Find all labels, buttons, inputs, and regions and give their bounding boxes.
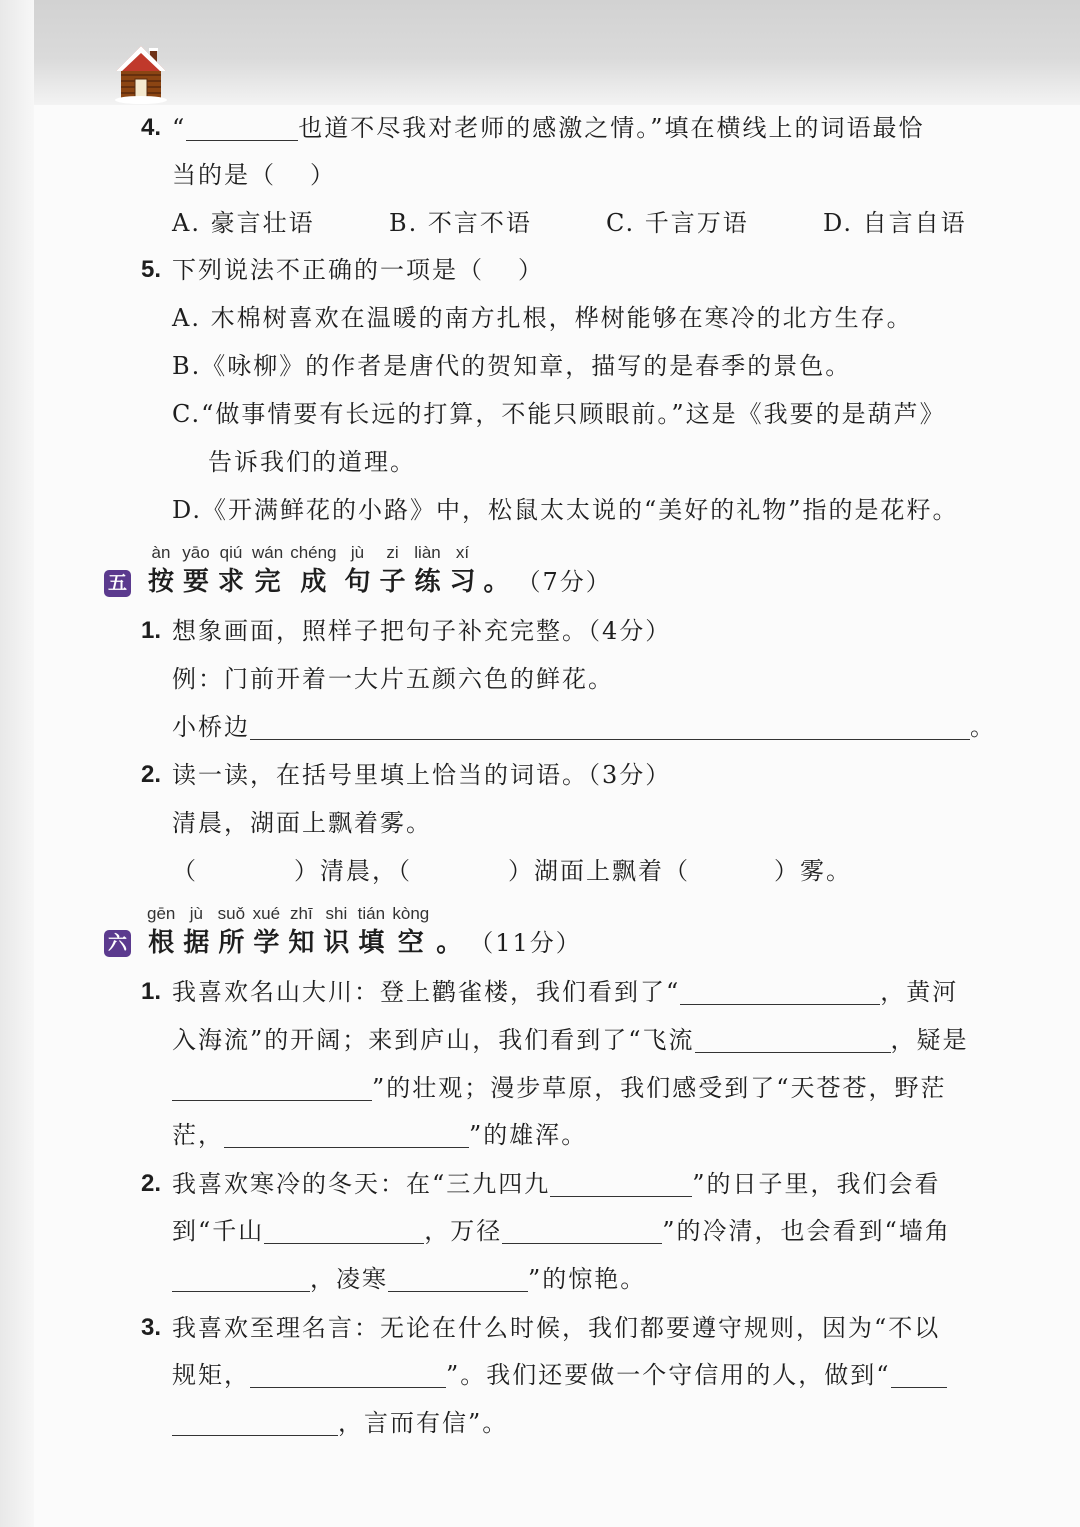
s6-q2-text: 我喜欢寒冷的冬天：在“三九四九	[172, 1170, 551, 1198]
s6-q2-text: 到“千山	[172, 1217, 265, 1245]
s6-q3-blank	[891, 1363, 947, 1388]
s6-q3-text: ”。我们还要做一个守信用的人，做到“	[446, 1361, 891, 1389]
s5-q2-fill-line	[172, 854, 852, 888]
heading-char: 求	[217, 567, 244, 597]
fill-text: ）清晨，（	[294, 857, 412, 885]
heading-char: 根	[148, 928, 175, 958]
s5-q1-answer-line	[172, 710, 996, 744]
pinyin: wán	[252, 543, 284, 562]
pinyin: gēn	[147, 904, 176, 923]
s6-q2-line3	[172, 1262, 646, 1296]
heading-column	[322, 902, 350, 960]
s6-q2-blank	[172, 1267, 310, 1292]
s6-q2-blank	[502, 1219, 662, 1244]
heading-column	[147, 902, 175, 960]
q4-stem-line2	[172, 158, 336, 192]
s6-q2-number: 2.	[141, 1170, 162, 1197]
s5-q1-blank	[250, 715, 970, 740]
heading-column	[252, 902, 280, 960]
heading-char: 成	[300, 567, 327, 597]
heading-char: 识	[323, 928, 350, 958]
s6-q2-text: ”的冷清，也会看到“墙角	[662, 1217, 951, 1245]
heading-period: 。	[436, 928, 463, 958]
heading-column	[357, 902, 385, 960]
pinyin: qiú	[219, 543, 243, 562]
paren-space	[412, 859, 508, 879]
heading-char: 空	[397, 928, 424, 958]
s6-q1-line3	[172, 1071, 947, 1105]
heading-char: 据	[183, 928, 210, 958]
s6-q2-blank	[550, 1172, 692, 1197]
s6-q3-text: ，言而有信”。	[338, 1409, 509, 1437]
heading-char: 按	[147, 567, 174, 597]
s6-q1-blank	[224, 1123, 469, 1148]
q5-option-d: D.《开满鲜花的小路》中，松鼠太太说的“美好的礼物”指的是花籽。	[172, 496, 959, 524]
heading-char: 子	[379, 567, 406, 597]
heading-column	[414, 541, 442, 599]
heading-char: 知	[288, 928, 315, 958]
section5-score: （7分）	[516, 568, 612, 596]
s6-q1-line1	[172, 975, 958, 1009]
s6-q1-blank	[172, 1076, 372, 1101]
s5-q1-prompt: 小桥边	[172, 713, 250, 741]
heading-column	[449, 541, 477, 599]
q4-answer-space	[276, 163, 310, 183]
s6-q2-text: ”的日子里，我们会看	[692, 1170, 941, 1198]
pinyin: xí	[455, 543, 470, 562]
pinyin: jù	[350, 543, 365, 562]
s6-q3-line3	[172, 1406, 508, 1440]
heading-column	[290, 541, 336, 599]
q5-option-c-line2: 告诉我们的道理。	[208, 448, 416, 476]
q4-number: 4.	[141, 114, 162, 141]
q4-stem-text: 也道不尽我对老师的感激之情。”填在横线上的词语最恰	[298, 114, 925, 142]
q4-options	[172, 206, 1040, 240]
s5-q1-example: 例：门前开着一大片五颜六色的鲜花。	[172, 665, 614, 693]
heading-char: 完	[254, 567, 281, 597]
q4-option-b: B. 不言不语	[389, 209, 532, 237]
pinyin: liàn	[414, 543, 441, 562]
s6-q1-text: 我喜欢名山大川：登上鹳雀楼，我们看到了“	[172, 978, 681, 1006]
s6-q2-text: ，凌寒	[310, 1265, 388, 1293]
s6-q1-text: 茫，	[172, 1121, 224, 1149]
q5-stem-text: 下列说法不正确的一项是（	[172, 256, 484, 284]
heading-column	[392, 902, 429, 960]
pinyin: zhī	[290, 904, 313, 923]
s6-q2-text: ，万径	[424, 1217, 503, 1245]
heading-column	[217, 541, 245, 599]
house-icon	[114, 44, 168, 104]
pinyin: chéng	[290, 543, 337, 562]
s6-q3-line2	[172, 1358, 947, 1392]
heading-column	[287, 902, 315, 960]
fill-text: （	[172, 857, 198, 885]
s6-q2-blank	[264, 1219, 424, 1244]
s6-q3-blank	[250, 1363, 446, 1388]
section5-heading	[147, 541, 612, 599]
q4-stem-text-2: 当的是（	[172, 161, 276, 189]
q5-stem	[172, 253, 544, 287]
s6-q1-text: ，疑是	[890, 1026, 969, 1054]
section5-badge: 五	[104, 570, 131, 597]
s6-q3-line1: 我喜欢至理名言：无论在什么时候，我们都要遵守规则，因为“不以	[172, 1314, 941, 1342]
q5-answer-space	[484, 258, 518, 278]
s6-q3-text: 规矩，	[172, 1361, 250, 1389]
s6-q2-line2	[172, 1214, 951, 1248]
pinyin: shi	[325, 904, 348, 923]
heading-char: 练	[414, 567, 441, 597]
section6-badge: 六	[104, 930, 131, 957]
s6-q1-text: 入海流”的开阔；来到庐山，我们看到了“飞流	[172, 1026, 695, 1054]
s6-q1-number: 1.	[141, 978, 162, 1005]
section6-heading	[147, 902, 582, 960]
pinyin: jù	[189, 904, 203, 923]
pinyin: àn	[151, 543, 171, 562]
s6-q1-line4	[172, 1118, 587, 1152]
heading-column	[217, 902, 245, 960]
s6-q1-blank	[695, 1028, 891, 1053]
q4-blank	[186, 116, 298, 141]
paren-space	[198, 859, 294, 879]
q5-number: 5.	[141, 256, 162, 283]
paren-space	[690, 859, 774, 879]
s6-q1-line2	[172, 1023, 969, 1057]
s6-q1-blank	[680, 980, 880, 1005]
heading-column	[147, 541, 175, 599]
q5-option-c-line1: C.“做事情要有长远的打算，不能只顾眼前。”这是《我要的是葫芦》	[172, 400, 946, 428]
fill-text: ）雾。	[774, 857, 852, 885]
q5-paren-close: ）	[518, 256, 544, 284]
s5-q1-number: 1.	[141, 617, 162, 644]
heading-column	[344, 541, 372, 599]
s6-q2-line1	[172, 1167, 941, 1201]
heading-char: 习	[449, 567, 476, 597]
section6-score: （11分）	[469, 929, 582, 957]
s6-q3-number: 3.	[141, 1314, 162, 1341]
s6-q3-blank	[172, 1411, 338, 1436]
s5-q2-stem: 读一读，在括号里填上恰当的词语。（3分）	[172, 761, 672, 789]
heading-char: 句	[344, 567, 371, 597]
pinyin: yāo	[182, 543, 210, 562]
pinyin: xué	[252, 904, 281, 923]
heading-column	[252, 541, 283, 599]
q4-option-d: D. 自言自语	[823, 209, 967, 237]
s5-q1-end: 。	[970, 713, 996, 741]
q5-option-b: B.《咏柳》的作者是唐代的贺知章，描写的是春季的景色。	[172, 352, 852, 380]
s5-q2-number: 2.	[141, 761, 162, 788]
page-edge	[0, 0, 34, 1527]
s6-q2-text: ”的惊艳。	[528, 1265, 647, 1293]
q4-open-quote: “	[172, 114, 187, 142]
heading-period: 。	[483, 567, 510, 597]
heading-char: 学	[253, 928, 280, 958]
pinyin: suǒ	[217, 904, 246, 923]
heading-char: 要	[182, 567, 209, 597]
heading-column	[379, 541, 407, 599]
pinyin: zi	[386, 543, 399, 562]
q4-stem-line1	[172, 111, 925, 145]
s5-q2-sentence: 清晨，湖面上飘着雾。	[172, 809, 432, 837]
s6-q2-blank	[388, 1267, 528, 1292]
pinyin: kòng	[392, 904, 430, 923]
s6-q1-text: ”的壮观；漫步草原，我们感受到了“天苍苍，野茫	[372, 1074, 947, 1102]
heading-char: 所	[218, 928, 245, 958]
s5-q1-stem: 想象画面，照样子把句子补充完整。（4分）	[172, 617, 672, 645]
q4-option-a: A. 豪言壮语	[172, 209, 315, 237]
heading-column	[182, 541, 210, 599]
heading-column	[182, 902, 210, 960]
q4-paren-close: ）	[310, 161, 336, 189]
fill-text: ）湖面上飘着（	[508, 857, 690, 885]
q4-option-c: C. 千言万语	[606, 209, 749, 237]
s6-q1-text: ”的雄浑。	[469, 1121, 588, 1149]
q5-option-a: A. 木棉树喜欢在温暖的南方扎根，桦树能够在寒冷的北方生存。	[172, 304, 913, 332]
s6-q1-text: ，黄河	[880, 978, 959, 1006]
pinyin: tián	[357, 904, 386, 923]
heading-char: 填	[358, 928, 385, 958]
